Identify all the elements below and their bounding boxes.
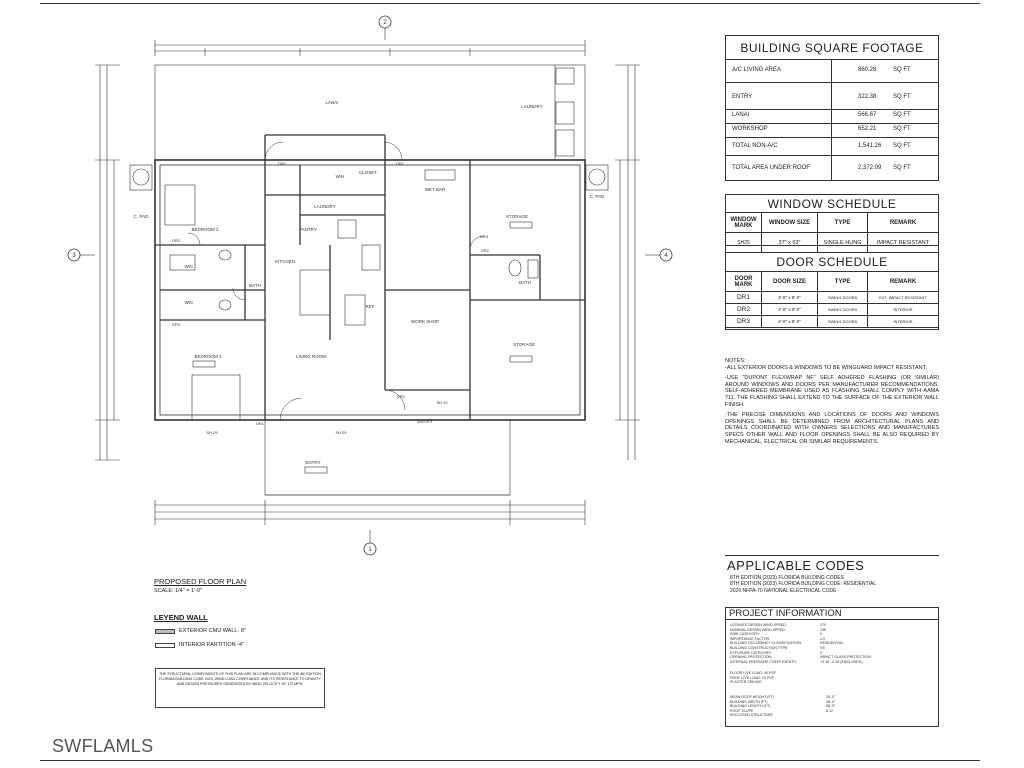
code-line: 8TH EDITION (2023) FLORIDA BUILDING CODE: RESIDENTIAL: [730, 581, 877, 588]
sqft-unit: SQ FT: [893, 143, 911, 149]
room-bedroom-1: BEDROOM 1: [194, 354, 222, 359]
sqft-unit: SQ FT: [893, 165, 911, 171]
cell: 2'-6" x 8'-0": [762, 316, 818, 328]
cell: EXT. IMPACT RESISTANT: [868, 292, 939, 304]
window-schedule: [725, 194, 939, 246]
room-wic-2: WIC: [184, 300, 194, 305]
col-header: WINDOW SIZE: [762, 213, 818, 233]
grid-label-4: 4: [664, 253, 668, 259]
table-row: [726, 233, 939, 253]
sqft-table: [725, 35, 939, 181]
sqft-value: 322.38: [858, 94, 877, 100]
col-header: REMARK: [868, 272, 939, 292]
legend-interior-label: INTERIOR PARTITION -4": [179, 642, 245, 648]
floor-plan-scale: SCALE: 1/4" = 1'-0": [154, 588, 202, 594]
door-tag: DR1: [255, 421, 265, 426]
window-schedule-title: WINDOW SCHEDULE: [726, 195, 938, 213]
room-laundry: LAUNDRY: [314, 204, 336, 209]
notes-block: [725, 358, 939, 449]
sqft-unit: SQ FT: [893, 126, 911, 132]
note-3: -THE PRECISE DIMENSIONS AND LOCATIONS OF DOORS AND WINDOWS OPENINGS SHALL BE DETERMINED FROM ARCHITECTURAL PLANS AND DETAILS COORDINATED WITH OWNERS SELECTIONS AND MANUFACTURES SPECS OTHER WALL AND FLOOR OPENINGS SHALL BE ALSO REQUIRED BY MECHANICAL, ELECTRICAL OR SIMILAR REQUIREMENTS.: [725, 412, 939, 445]
project-info-title: PROJECT INFORMATION: [726, 608, 938, 620]
project-info: [725, 607, 939, 727]
room-wet-bar: WET BAR: [424, 187, 446, 192]
col-header: TYPE: [818, 213, 868, 233]
grid-label-1: 1: [368, 547, 372, 553]
window-tag: SH.25: [206, 430, 218, 435]
sqft-label: TOTAL AREA UNDER ROOF: [732, 165, 810, 171]
cell: IMPACT RESISTANT: [868, 233, 939, 253]
room-laundry-lanai: LAUNDRY: [521, 104, 543, 109]
project-info-labels: ULTIMATE DESIGN WIND SPEED: NOMINAL DESIGN WIND SPEED: RISK CATEGORY: IMPORTANCE FACTOR: BUILDING OCCUPANCY CLASSIFICATION: BUILDING CONSTRUCTION TYPE: EXPOSURE CATEGORY: OPENING PROTECTION: INTERNAL PRESSURE COEFFICIENTS:: [730, 623, 802, 664]
table-row: [726, 304, 939, 316]
window-tag: SH.25: [436, 400, 448, 405]
sqft-value: 1,541.26: [858, 143, 882, 149]
codes-body: [730, 575, 876, 594]
cell: INTERIOR: [868, 304, 939, 316]
room-ref: REF: [365, 304, 375, 309]
room-bedroom-2: BEDROOM 2: [191, 227, 219, 232]
interior-wall-swatch: [155, 643, 175, 648]
sqft-unit: SQ FT: [893, 67, 911, 73]
cell: SINGLE HUNG: [818, 233, 868, 253]
sqft-value: 2,372.09: [858, 165, 882, 171]
legend-title: LEYEND WALL: [154, 613, 208, 622]
floor-plan-drawing: [0, 0, 700, 560]
room-storage-1: STORAGE: [506, 214, 528, 219]
sqft-title: BUILDING SQUARE FOOTAGE: [726, 36, 938, 60]
room-storage-2: STORAGE: [513, 342, 535, 347]
floor-plan-title: PROPOSED FLOOR PLAN: [154, 577, 247, 586]
code-line: 2020 NFPA-70 NATIONAL ELECTRICAL CODE: [730, 587, 837, 594]
sqft-label: A/C LIVING AREA: [732, 67, 782, 73]
room-lanai: LANAI: [325, 100, 339, 105]
note-2: -USE "DUPONT FLEXWRAP NF" SELF ADHERED FLASHING (OR SIMILAR) AROUND WINDOWS AND DOORS PER MANUFACTURER RECOMMENDATIONS. SELF-ADHERED MEMBRANE USED AS FLASHING SHALL COMPLY WITH AAMA 711. THE FLASHING SHALL EXTEND TO THE SURFACE OF THE EXTERIOR WALL FINISH.: [725, 375, 939, 408]
door-tag: DR3: [171, 322, 181, 327]
cell: 2'-8" x 8'-0": [762, 304, 818, 316]
structural-note: THE STRUCTURAL COMPONENTS OF THIS PLAN ARE IN COMPLIANCE WITH THE 8th EDITION FLORIDA BUILDING CODE 2023, WIND LOAD COMPLIANCE AND ITS RESISTANCE TO GRAVITY AND DESIGN PRESSURES GENERATED BY WIND VELOCITY OF 170 MPH.: [155, 668, 325, 708]
room-entry-1: ENTRY: [417, 419, 433, 424]
exterior-wall-swatch: [155, 629, 175, 634]
sqft-value: 652.21: [858, 126, 877, 132]
room-c-pad-1: C. PAD: [133, 214, 149, 219]
door-schedule: [725, 252, 939, 330]
cell: INTERIOR: [868, 316, 939, 328]
sqft-label: LANAI: [732, 112, 750, 118]
watermark: SWFLAMLS: [52, 736, 154, 756]
sqft-value: 860.28: [858, 67, 877, 73]
table-row: [726, 292, 939, 304]
col-header: DOOR SIZE: [762, 272, 818, 292]
project-info-loads: FLOOR LIVE LOAD: 40 PSF ROOF LIVE LOAD: 20 PSF PLASTER CEILING: [730, 671, 776, 685]
door-tag: DR1: [396, 394, 406, 399]
cell: DR3: [726, 316, 762, 328]
cell: 37" x 63": [762, 233, 818, 253]
room-wic-1: WIC: [184, 264, 194, 269]
door-tag: DR3: [479, 234, 489, 239]
room-bath-2: BATH: [519, 280, 531, 285]
room-living-room: LIVING ROOM: [295, 354, 327, 359]
room-kitchen: KITCHEN: [275, 259, 295, 264]
door-tag: DR1: [277, 161, 287, 166]
room-pantry: PANTRY: [299, 227, 317, 232]
code-line: 8TH EDITION (2023) FLORIDA BUILDING CODES: [730, 575, 844, 581]
room-wh: W/H: [335, 174, 345, 179]
col-header: TYPE: [818, 272, 868, 292]
window-tag: SH.25: [335, 430, 347, 435]
cell: SWING DOORS: [818, 292, 868, 304]
room-c-pad-2: C. PAD: [589, 194, 605, 199]
room-entry-2: ENTRY: [305, 460, 321, 465]
door-tag: DR1: [395, 161, 405, 166]
room-closet: CLOSET: [358, 170, 378, 175]
cell: SWING DOORS: [818, 316, 868, 328]
cell: 3'-8" x 8'-0": [762, 292, 818, 304]
door-schedule-title: DOOR SCHEDULE: [726, 253, 938, 272]
project-info-values: 170 136 II 1.0 RESIDENTIAL VB C IMPACT GLASS PROTECTION +0.18, -0.18 (ENCLOSED): [820, 623, 871, 664]
project-info-building-values: 18'-0" 38'-0" 58'-0" 3:12: [826, 695, 836, 713]
door-tag: DR2: [171, 238, 181, 243]
notes-heading: NOTES:: [725, 358, 746, 364]
legend-exterior-label: EXTERIOR CMU WALL- 8": [179, 628, 246, 634]
table-row: [726, 316, 939, 328]
legend-exterior: [155, 628, 246, 634]
sqft-unit: SQ FT: [893, 94, 911, 100]
project-info-building-labels: MEAN ROOF HEIGHT (FT) BUILDING WIDTH (FT) BUILDING LENGTH (FT) ROOF SLOPE ENCLOSED STRUCTURE: [730, 695, 775, 718]
cell: SH25: [726, 233, 762, 253]
col-header: DOOR MARK: [726, 272, 762, 292]
sqft-value: 566.67: [858, 112, 877, 118]
sqft-unit: SQ FT: [893, 112, 911, 118]
legend-interior: [155, 642, 244, 648]
cell: DR1: [726, 292, 762, 304]
col-header: WINDOW MARK: [726, 213, 762, 233]
sqft-label: ENTRY: [732, 94, 753, 100]
door-tag: DR2: [480, 248, 490, 253]
cell: DR2: [726, 304, 762, 316]
codes-title: APPLICABLE CODES: [727, 558, 865, 573]
room-work-shop: WORK SHOP: [410, 319, 440, 324]
bottom-rule: [40, 760, 980, 761]
cell: SWING DOORS: [818, 304, 868, 316]
grid-label-3: 3: [72, 253, 76, 259]
col-header: REMARK: [868, 213, 939, 233]
sqft-label: WORKSHOP: [732, 126, 768, 132]
grid-label-2: 2: [383, 20, 387, 26]
sqft-label: TOTAL NON-A/C: [732, 143, 778, 149]
room-bath: BATH: [249, 283, 261, 288]
note-1: -ALL EXTERIOR DOORS & WINDOWS TO BE WINGUARD IMPACT RESISTANT.: [725, 364, 927, 371]
